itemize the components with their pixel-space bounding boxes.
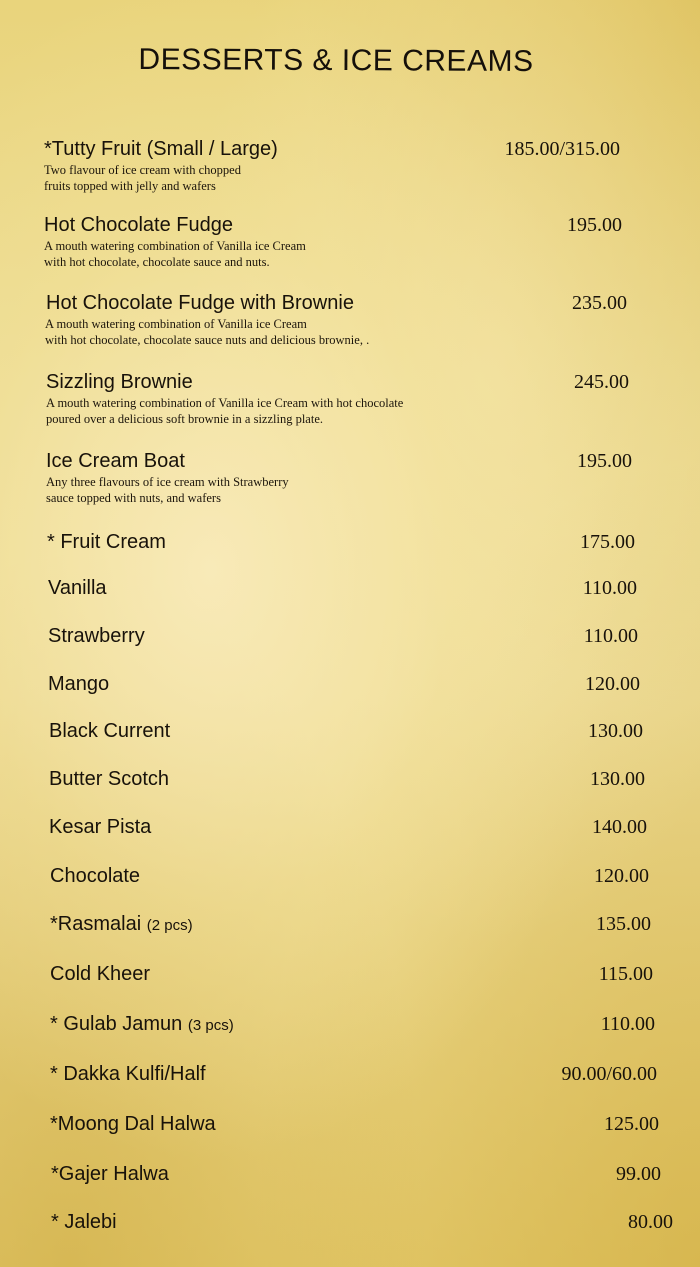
item-name-text: *Rasmalai — [50, 913, 142, 935]
item-price: 135.00 — [596, 913, 651, 935]
item-name-text: * Fruit Cream — [47, 531, 166, 553]
item-name — [50, 1013, 234, 1036]
item-price: 130.00 — [588, 720, 643, 742]
item-description-line: with hot chocolate, chocolate sauce nuts and delicious brownie, . — [45, 333, 370, 347]
item-name — [48, 673, 109, 696]
item-description-line: poured over a delicious soft brownie in a sizzling plate. — [46, 412, 324, 426]
item-price: 195.00 — [577, 450, 632, 472]
item-name-text: Sizzling Brownie — [46, 371, 193, 393]
item-name-text: * Gulab Jamun — [50, 1013, 183, 1035]
item-name — [44, 138, 278, 161]
item-description-line: Two flavour of ice cream with chopped — [44, 163, 241, 177]
item-price: 140.00 — [592, 816, 647, 838]
item-portion-note: (2 pcs) — [146, 917, 193, 934]
item-name — [50, 963, 150, 986]
menu-title: DESSERTS & ICE CREAMS — [138, 42, 534, 79]
item-name-text: * Jalebi — [51, 1211, 117, 1233]
item-name — [50, 1063, 206, 1086]
item-name — [50, 913, 193, 936]
item-description — [45, 316, 369, 348]
item-name-text: Hot Chocolate Fudge — [44, 214, 234, 236]
item-description — [46, 395, 403, 427]
item-description-line: with hot chocolate, chocolate sauce and nuts. — [44, 255, 270, 269]
item-price: 80.00 — [628, 1211, 673, 1233]
item-name-text: Butter Scotch — [49, 768, 170, 790]
item-name-text: Kesar Pista — [49, 816, 152, 838]
item-description-line: fruits topped with jelly and wafers — [44, 179, 216, 193]
item-name — [48, 577, 107, 600]
item-name — [51, 1211, 117, 1234]
item-name — [51, 1163, 169, 1186]
item-name-text: Ice Cream Boat — [46, 450, 185, 472]
item-name — [44, 214, 233, 237]
item-description-line: A mouth watering combination of Vanilla ice Cream — [45, 317, 307, 331]
item-name-text: Chocolate — [50, 865, 141, 887]
item-price: 245.00 — [574, 371, 629, 393]
item-description — [44, 238, 306, 270]
item-description — [44, 162, 241, 194]
item-price: 125.00 — [604, 1113, 659, 1135]
item-portion-note: (3 pcs) — [187, 1017, 234, 1034]
item-name-text: *Gajer Halwa — [51, 1163, 169, 1185]
item-name-text: * Dakka Kulfi/Half — [50, 1063, 206, 1085]
item-price: 195.00 — [567, 214, 622, 236]
item-price: 90.00/60.00 — [561, 1063, 657, 1085]
item-name-text: Black Current — [49, 720, 171, 742]
item-price: 185.00/315.00 — [504, 138, 620, 160]
item-description-line: sauce topped with nuts, and wafers — [46, 491, 221, 505]
item-name — [50, 1113, 216, 1136]
item-name — [49, 768, 169, 791]
item-name-text: *Moong Dal Halwa — [50, 1113, 216, 1135]
item-name-text: Cold Kheer — [50, 963, 151, 985]
item-price: 175.00 — [580, 531, 635, 553]
item-price: 110.00 — [583, 625, 638, 647]
item-price: 110.00 — [600, 1013, 655, 1035]
item-name-text: Vanilla — [48, 577, 107, 599]
item-price: 110.00 — [582, 577, 637, 599]
item-name — [46, 292, 354, 315]
item-name — [46, 371, 193, 394]
item-name — [47, 531, 166, 554]
item-name — [46, 450, 185, 473]
item-name — [49, 816, 151, 839]
item-price: 99.00 — [616, 1163, 661, 1185]
item-price: 235.00 — [572, 292, 627, 314]
item-description-line: A mouth watering combination of Vanilla ice Cream — [44, 239, 306, 253]
item-name-text: Mango — [48, 673, 110, 695]
item-price: 120.00 — [594, 865, 649, 887]
item-name-text: Hot Chocolate Fudge with Brownie — [46, 292, 354, 314]
item-name — [48, 625, 145, 648]
item-name-text: Strawberry — [48, 625, 145, 647]
item-name — [50, 865, 140, 888]
item-name — [49, 720, 170, 743]
item-name-text: *Tutty Fruit (Small / Large) — [44, 138, 278, 160]
item-description-line: Any three flavours of ice cream with Strawberry — [46, 475, 289, 489]
item-price: 120.00 — [585, 673, 640, 695]
item-price: 115.00 — [598, 963, 653, 985]
item-description — [46, 474, 289, 506]
item-price: 130.00 — [590, 768, 645, 790]
item-description-line: A mouth watering combination of Vanilla ice Cream with hot chocolate — [46, 396, 404, 410]
